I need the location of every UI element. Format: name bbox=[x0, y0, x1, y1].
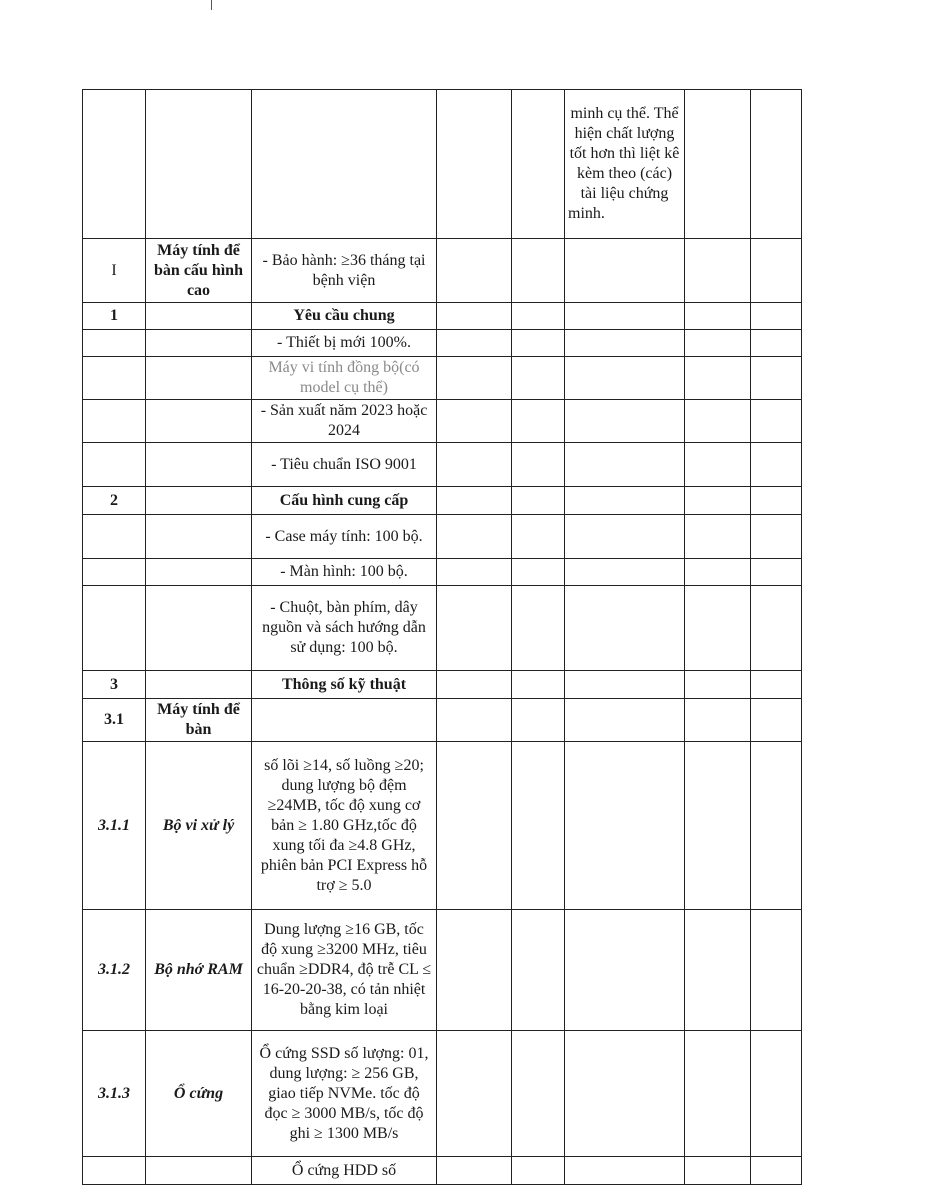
table-row bbox=[83, 559, 802, 586]
row-number bbox=[83, 330, 146, 357]
item-name bbox=[146, 487, 252, 515]
section-heading: Cấu hình cung cấp bbox=[252, 487, 437, 515]
item-spec: - Sản xuất năm 2023 hoặc 2024 bbox=[252, 400, 437, 443]
table-row bbox=[83, 515, 802, 559]
table-row bbox=[83, 357, 802, 400]
item-name bbox=[146, 671, 252, 699]
section-heading: Thông số kỹ thuật bbox=[252, 671, 437, 699]
item-name bbox=[146, 443, 252, 487]
row-number: 3.1.3 bbox=[83, 1031, 146, 1157]
table-row bbox=[83, 400, 802, 443]
item-spec bbox=[252, 699, 437, 742]
item-spec: - Case máy tính: 100 bộ. bbox=[252, 515, 437, 559]
item-name bbox=[146, 357, 252, 400]
item-spec: Dung lượng ≥16 GB, tốc độ xung ≥3200 MHz, tiêu chuẩn ≥DDR4, độ trễ CL ≤ 16-20-20-38, có tản nhiệt bằng kim loại bbox=[252, 910, 437, 1031]
table-row bbox=[83, 443, 802, 487]
table-row bbox=[83, 1031, 802, 1157]
row-number: I bbox=[83, 239, 146, 303]
header-note-cell bbox=[565, 90, 685, 239]
table-row bbox=[83, 330, 802, 357]
table-row bbox=[83, 671, 802, 699]
table-row bbox=[83, 239, 802, 303]
spec-table bbox=[82, 89, 802, 1185]
item-name bbox=[146, 330, 252, 357]
table-row bbox=[83, 586, 802, 671]
item-spec: - Màn hình: 100 bộ. bbox=[252, 559, 437, 586]
table-row bbox=[83, 303, 802, 330]
row-number: 3 bbox=[83, 671, 146, 699]
table-row bbox=[83, 742, 802, 910]
item-name: Bộ vi xử lý bbox=[146, 742, 252, 910]
table-row bbox=[83, 1157, 802, 1185]
row-number bbox=[83, 515, 146, 559]
item-spec: - Thiết bị mới 100%. bbox=[252, 330, 437, 357]
row-number bbox=[83, 400, 146, 443]
row-number bbox=[83, 1157, 146, 1185]
item-spec: Ổ cứng SSD số lượng: 01, dung lượng: ≥ 256 GB, giao tiếp NVMe. tốc độ đọc ≥ 3000 MB/s, tốc độ ghi ≥ 1300 MB/s bbox=[252, 1031, 437, 1157]
row-number: 2 bbox=[83, 487, 146, 515]
table-row bbox=[83, 90, 802, 239]
row-number bbox=[83, 443, 146, 487]
table-row bbox=[83, 910, 802, 1031]
item-name bbox=[146, 400, 252, 443]
row-number bbox=[83, 586, 146, 671]
header-note-text: minh cụ thể. Thể hiện chất lượng tốt hơn thì liệt kê kèm theo (các) tài liệu chứng minh. bbox=[568, 105, 680, 222]
item-name bbox=[146, 303, 252, 330]
table-row bbox=[83, 699, 802, 742]
row-number bbox=[83, 559, 146, 586]
item-spec: - Tiêu chuẩn ISO 9001 bbox=[252, 443, 437, 487]
item-name bbox=[146, 559, 252, 586]
row-number bbox=[83, 357, 146, 400]
row-number: 3.1.2 bbox=[83, 910, 146, 1031]
item-name bbox=[146, 1157, 252, 1185]
item-name: Máy tính để bàn bbox=[146, 699, 252, 742]
item-spec: số lõi ≥14, số luồng ≥20; dung lượng bộ đệm ≥24MB, tốc độ xung cơ bản ≥ 1.80 GHz,tốc độ xung tối đa ≥4.8 GHz, phiên bản PCI Express hỗ trợ ≥ 5.0 bbox=[252, 742, 437, 910]
item-spec: - Chuột, bàn phím, dây nguồn và sách hướng dẫn sử dụng: 100 bộ. bbox=[252, 586, 437, 671]
section-heading: Yêu cầu chung bbox=[252, 303, 437, 330]
scan-tick-mark bbox=[211, 0, 212, 10]
item-name: Ổ cứng bbox=[146, 1031, 252, 1157]
item-name bbox=[146, 515, 252, 559]
item-name: Bộ nhớ RAM bbox=[146, 910, 252, 1031]
row-number: 3.1.1 bbox=[83, 742, 146, 910]
item-spec: - Bảo hành: ≥36 tháng tại bệnh viện bbox=[252, 239, 437, 303]
item-name: Máy tính để bàn cấu hình cao bbox=[146, 239, 252, 303]
item-spec: Ổ cứng HDD số bbox=[252, 1157, 437, 1185]
row-number: 1 bbox=[83, 303, 146, 330]
item-name bbox=[146, 586, 252, 671]
row-number: 3.1 bbox=[83, 699, 146, 742]
table-row bbox=[83, 487, 802, 515]
item-spec: Máy vi tính đồng bộ(có model cụ thể) bbox=[252, 357, 437, 400]
